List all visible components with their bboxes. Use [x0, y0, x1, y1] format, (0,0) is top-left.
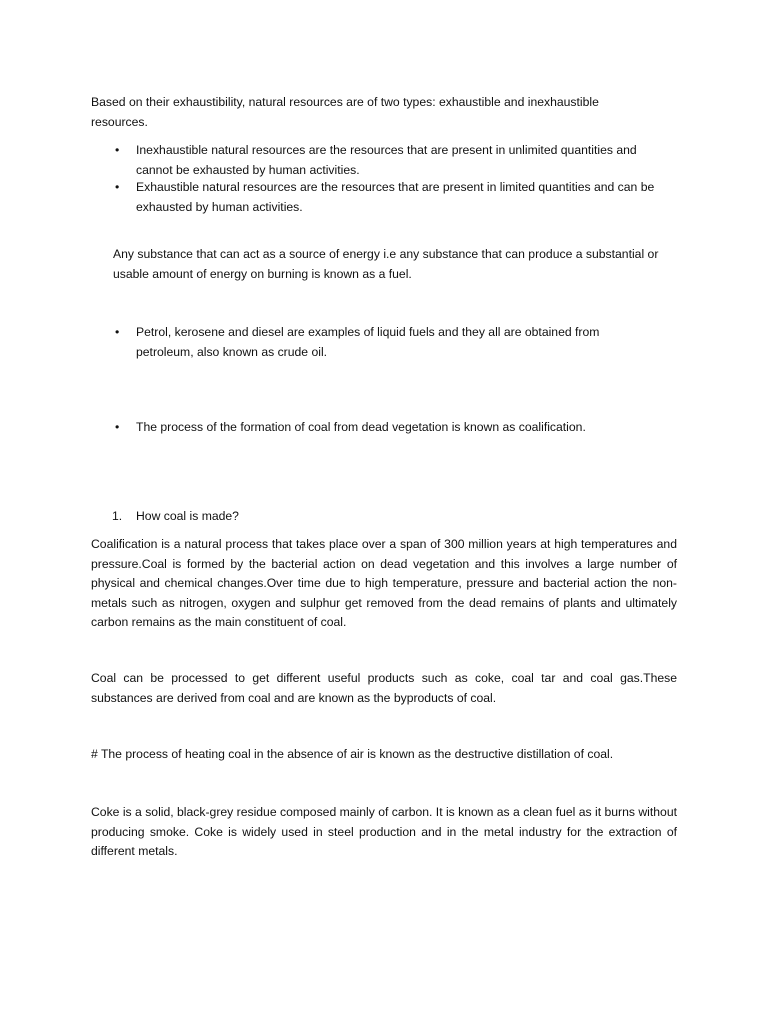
intro-paragraph: Based on their exhaustibility, natural resources are of two types: exhaustible and inexhaustible resources. — [91, 95, 599, 129]
list-item-coalification — [115, 418, 675, 438]
numbered-item-question — [112, 507, 412, 527]
bullet-icon: • — [115, 325, 120, 339]
list-number: 1. — [112, 509, 123, 523]
coke-paragraph: Coke is a solid, black-grey residue composed mainly of carbon. It is known as a clean fuel as it burns without producing smoke. Coke is widely used in steel production and in the metal industry for the extraction of different metals. — [91, 805, 677, 858]
question-heading: How coal is made? — [136, 509, 239, 523]
byproducts-paragraph: Coal can be processed to get different useful products such as coke, coal tar and coal gas.These substances are derived from coal and are known as the byproducts of coal. — [91, 671, 677, 705]
list-item-inexhaustible — [115, 141, 675, 181]
fuel-definition-paragraph: Any substance that can act as a source of energy i.e any substance that can produce a substantial or usable amount of energy on burning is known as a fuel. — [113, 247, 659, 281]
bullet-text-inexhaustible: Inexhaustible natural resources are the resources that are present in unlimited quantities and cannot be exhausted by human activities. — [136, 143, 637, 177]
list-item-exhaustible — [115, 178, 675, 218]
distillation-note: # The process of heating coal in the absence of air is known as the destructive distillation of coal. — [91, 747, 614, 761]
bullet-icon: • — [115, 143, 120, 157]
bullet-text-coalification: The process of the formation of coal from dead vegetation is known as coalification. — [136, 420, 586, 434]
bullet-text-petroleum: Petrol, kerosene and diesel are examples of liquid fuels and they all are obtained from petroleum, also known as crude oil. — [136, 325, 600, 359]
coalification-paragraph: Coalification is a natural process that takes place over a span of 300 million years at high temperatures and pressure.Coal is formed by the bacterial action on dead vegetation and this involves a large number of physical and chemical changes.Over time due to high temperature, pressure and bacterial action the non-metals such as nitrogen, oxygen and sulphur get removed from the dead remains of plants and ultimately carbon remains as the main constituent of coal. — [91, 537, 677, 629]
list-item-petroleum — [115, 323, 675, 363]
bullet-icon: • — [115, 420, 120, 434]
bullet-text-exhaustible: Exhaustible natural resources are the resources that are present in limited quantities and can be exhausted by human activities. — [136, 180, 655, 214]
bullet-icon: • — [115, 180, 120, 194]
